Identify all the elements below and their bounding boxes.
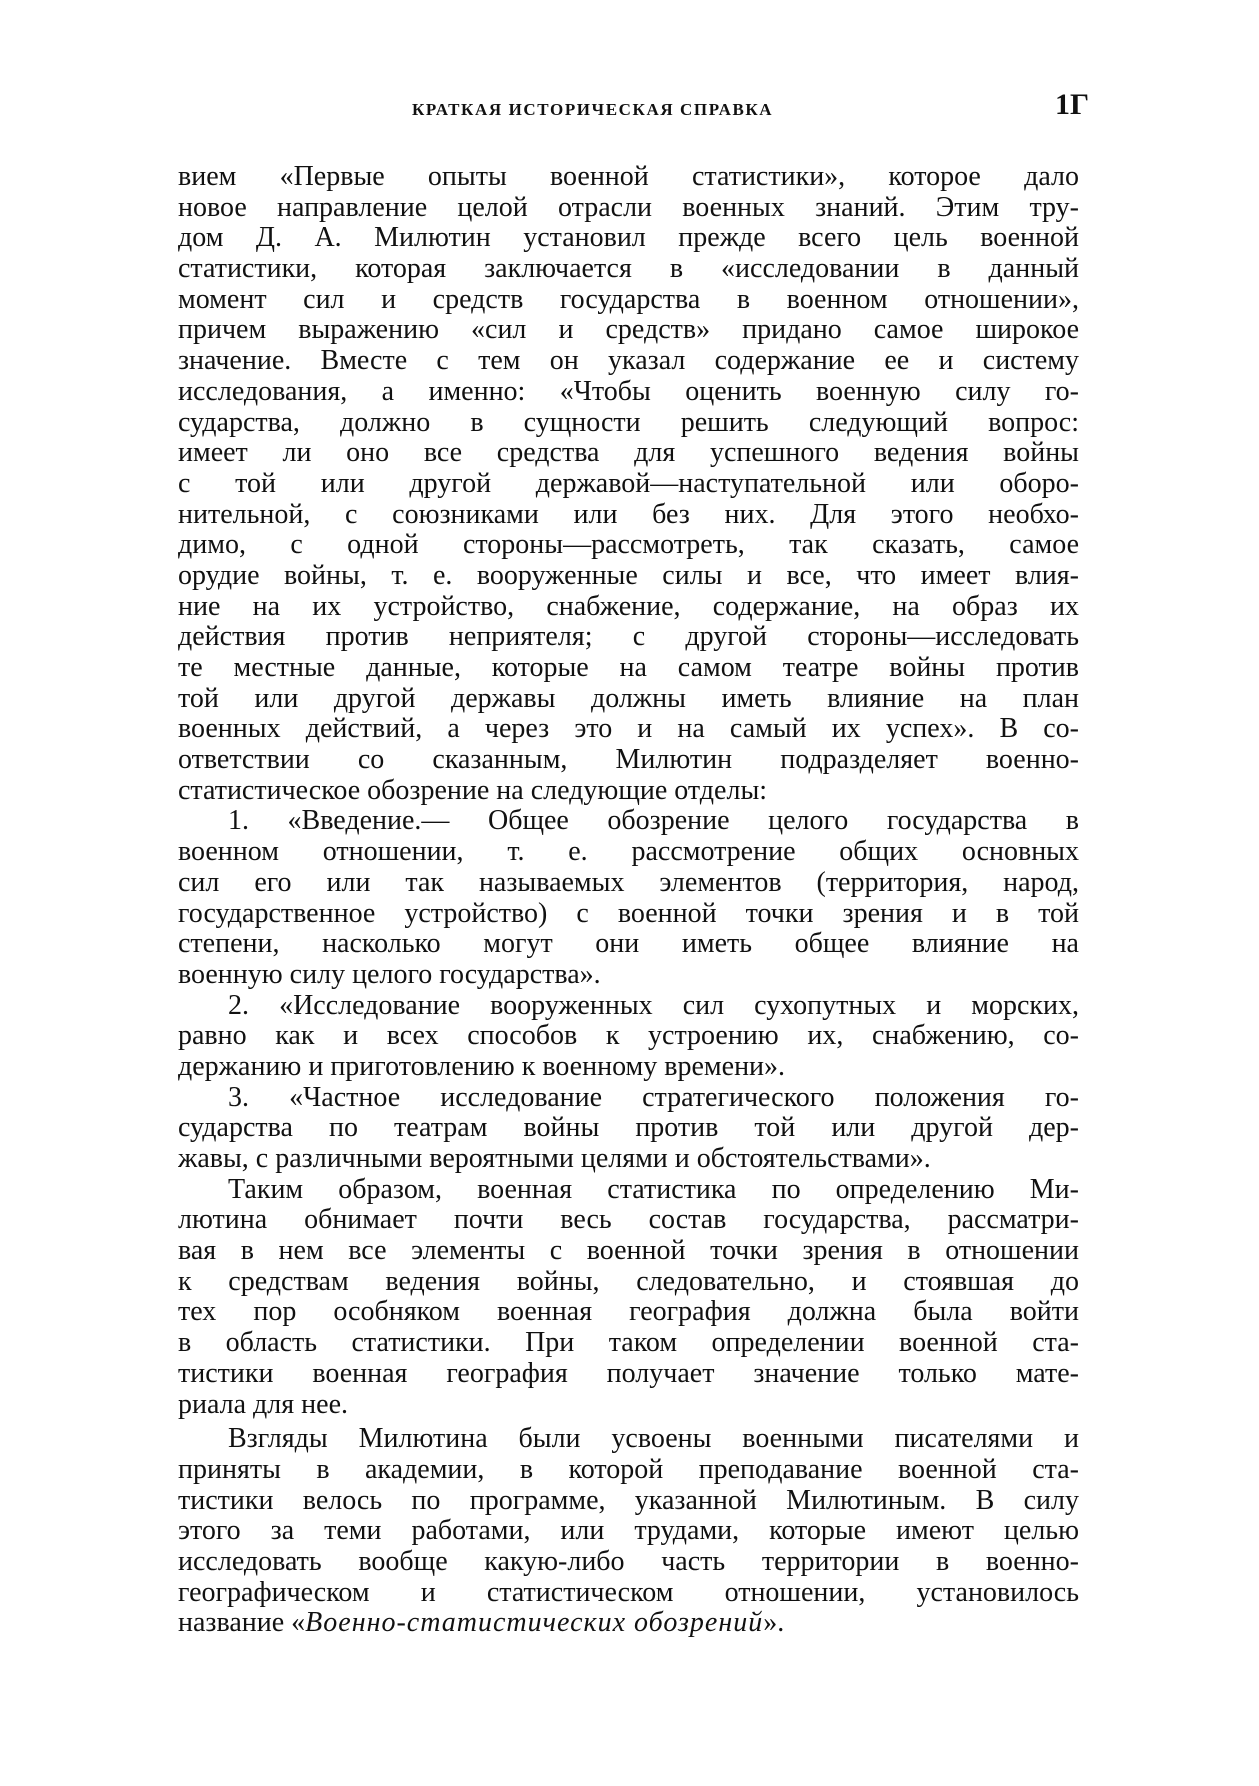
text-line: лютина обнимает почти весь состав государства, рассматри-: [178, 1205, 1079, 1236]
final-text-line: [178, 1608, 1079, 1639]
text-line: вием «Первые опыты военной статистики», которое дало: [178, 162, 1079, 192]
text-line: момент сил и средств государства в военном отношении»,: [178, 284, 1079, 315]
paragraph-start-line: Таким образом, военная статистика по определению Ми-: [228, 1174, 1079, 1205]
text-line: статистическое обозрение на следующие отделы:: [178, 775, 768, 806]
italic-term: Военно-статистических обозрений: [305, 1608, 764, 1639]
text-line: тех пор особняком военная география должна была войти: [178, 1297, 1079, 1328]
list-item-1-line: 1. «Введение.— Общее обозрение целого государства в: [228, 806, 1079, 837]
text-line: нительной, с союзниками или без них. Для этого необхо-: [178, 499, 1079, 530]
text-line: причем выражению «сил и средств» придано самое широкое: [178, 315, 1079, 346]
text-line: исследовать вообще какую-либо часть территории в военно-: [178, 1546, 1079, 1577]
text-line: димо, с одной стороны—рассмотреть, так сказать, самое: [178, 530, 1079, 561]
text-line: вая в нем все элементы с военной точки зрения в отношении: [178, 1236, 1079, 1267]
text-line: тистики велось по программе, указанной Милютиным. В силу: [178, 1485, 1079, 1516]
text-line: значение. Вместе с тем он указал содержание ее и систему: [178, 346, 1079, 377]
text-line: с той или другой державой—наступательной или оборо-: [178, 468, 1079, 499]
text-line: жавы, с различными вероятными целями и обстоятельствами».: [178, 1144, 931, 1174]
text-line: приняты в академии, в которой преподавание военной ста-: [178, 1454, 1079, 1485]
text-line: статистики, которая заключается в «исследовании в данный: [178, 254, 1079, 285]
text-line: исследования, а именно: «Чтобы оценить военную силу го-: [178, 376, 1079, 407]
text-line: равно как и всех способов к устроению их, снабжению, со-: [178, 1021, 1079, 1052]
text-line: риала для нее.: [178, 1389, 348, 1420]
text-line: военных действий, а через это и на самый их успех». В со-: [178, 714, 1079, 745]
text-line: этого за теми работами, или трудами, которые имеют целью: [178, 1516, 1079, 1547]
text-line: военную силу целого государства».: [178, 959, 601, 990]
text-line: имеет ли оно все средства для успешного ведения войны: [178, 438, 1079, 469]
text-line: дом Д. А. Милютин установил прежде всего цель военной: [178, 223, 1079, 254]
text-line: новое направление целой отрасли военных знаний. Этим тру-: [178, 192, 1079, 223]
body-text: [178, 162, 1079, 1639]
text-line: орудие войны, т. е. вооруженные силы и все, что имеет влия-: [178, 560, 1079, 591]
text-line: сил его или так называемых элементов (территория, народ,: [178, 867, 1079, 898]
text-line: в область статистики. При таком определении военной ста-: [178, 1328, 1079, 1359]
text-line: сударства, должно в сущности решить следующий вопрос:: [178, 407, 1079, 438]
page-number: 1Г: [1055, 88, 1090, 121]
text-line: ние на их устройство, снабжение, содержание, на образ их: [178, 591, 1079, 622]
text-line: военном отношении, т. е. рассмотрение общих основных: [178, 837, 1079, 868]
text-line: географическом и статистическом отношении, установилось: [178, 1577, 1079, 1608]
final-line-prefix: название «: [178, 1608, 306, 1639]
list-item-3-line: 3. «Частное исследование стратегического положения го-: [228, 1082, 1079, 1113]
text-line: тистики военная география получает значение только мате-: [178, 1358, 1079, 1389]
text-line: ответствии со сказанным, Милютин подразделяет военно-: [178, 745, 1079, 776]
running-head: КРАТКАЯ ИСТОРИЧЕСКАЯ СПРАВКА: [412, 100, 774, 119]
text-line: те местные данные, которые на самом театре войны против: [178, 653, 1079, 683]
text-line: держанию и приготовлению к военному времени».: [178, 1051, 786, 1082]
text-line: к средствам ведения войны, следовательно, и стоявшая до: [178, 1266, 1079, 1297]
list-item-2-line: 2. «Исследование вооруженных сил сухопутных и морских,: [228, 990, 1079, 1021]
text-line: той или другой державы должны иметь влияние на план: [178, 683, 1079, 714]
text-line: государственное устройство) с военной точки зрения и в той: [178, 898, 1079, 929]
text-line: сударства по театрам войны против той или другой дер-: [178, 1113, 1079, 1144]
paragraph-start-line: Взгляды Милютина были усвоены военными писателями и: [228, 1424, 1079, 1455]
text-line: действия против неприятеля; с другой стороны—исследовать: [178, 622, 1079, 653]
final-line-suffix: ».: [763, 1608, 785, 1639]
text-line: степени, насколько могут они иметь общее влияние на: [178, 929, 1079, 960]
